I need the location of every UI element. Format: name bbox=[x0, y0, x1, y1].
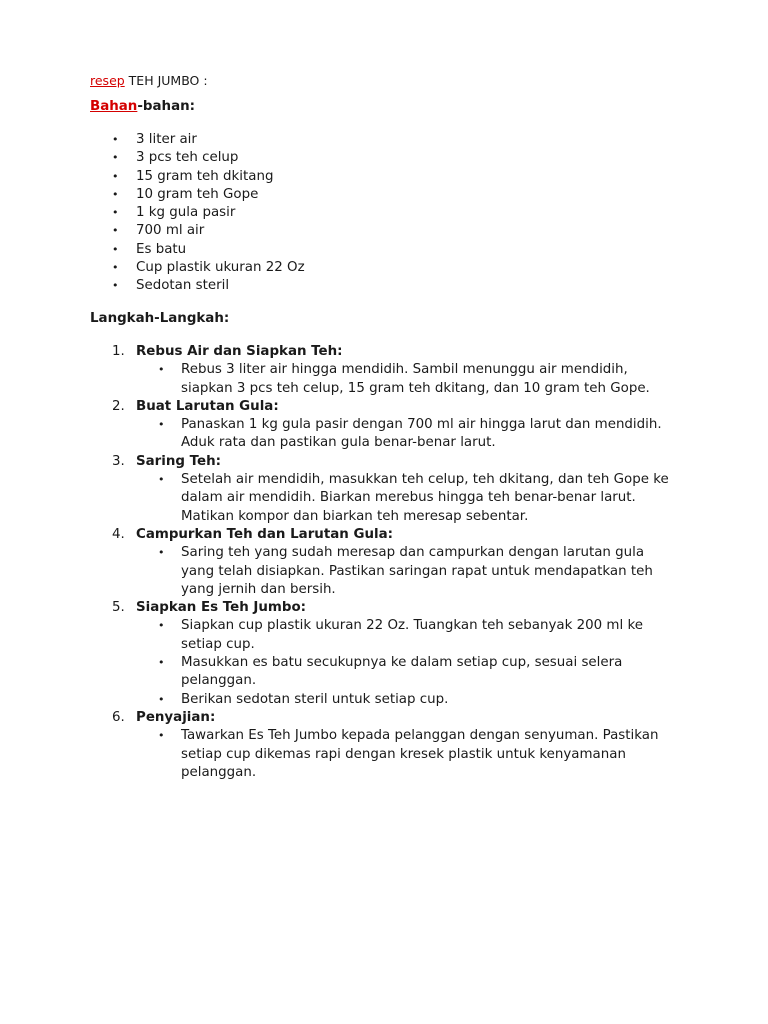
step-number: 4. bbox=[112, 526, 125, 542]
step-title: Buat Larutan Gula: bbox=[136, 398, 279, 414]
steps-heading: Langkah-Langkah: bbox=[90, 311, 230, 326]
recipe-title bbox=[90, 73, 208, 88]
list-item: • 3 pcs teh celup bbox=[90, 149, 305, 167]
step-item bbox=[90, 526, 710, 599]
step-bullet: • Rebus 3 liter air hingga mendidih. Sambil menunggu air mendidih, siapkan 3 pcs teh celup, 15 gram teh dkitang, dan 10 gram teh Gope. bbox=[136, 361, 681, 398]
list-item: • 15 gram teh dkitang bbox=[90, 168, 305, 186]
step-title: Rebus Air dan Siapkan Teh: bbox=[136, 344, 343, 359]
step-number: 6. bbox=[112, 709, 125, 725]
step-title: Campurkan Teh dan Larutan Gula: bbox=[136, 526, 393, 542]
step-number: 5. bbox=[112, 600, 125, 616]
list-item: • Es batu bbox=[90, 241, 305, 259]
step-item bbox=[90, 709, 710, 782]
ingredients-heading-rest: -bahan: bbox=[137, 99, 195, 114]
ingredients-heading bbox=[90, 99, 195, 114]
list-item: • 1 kg gula pasir bbox=[90, 204, 305, 222]
step-bullet: • Panaskan 1 kg gula pasir dengan 700 ml air hingga larut dan mendidih. Aduk rata dan pastikan gula benar-benar larut. bbox=[136, 416, 681, 453]
list-item: • 3 liter air bbox=[90, 131, 305, 149]
step-bullet: • Saring teh yang sudah meresap dan campurkan dengan larutan gula yang telah disiapkan. Pastikan saringan rapat untuk mendapatkan teh yang jernih dan bersih. bbox=[136, 544, 681, 599]
step-title: Saring Teh: bbox=[136, 453, 221, 469]
step-bullet: • Masukkan es batu secukupnya ke dalam setiap cup, sesuai selera pelanggan. bbox=[136, 654, 681, 691]
steps-list bbox=[90, 343, 710, 782]
list-item: • 700 ml air bbox=[90, 222, 305, 240]
step-item bbox=[90, 453, 710, 526]
step-bullet: • Tawarkan Es Teh Jumbo kepada pelanggan dengan senyuman. Pastikan setiap cup dikemas rapi dengan kresek plastik untuk kenyamanan pelanggan. bbox=[136, 727, 681, 782]
title-red-word: resep bbox=[90, 73, 125, 88]
step-item bbox=[90, 398, 710, 453]
step-number: 1. bbox=[112, 344, 125, 359]
ingredients-list bbox=[90, 131, 305, 296]
step-number: 2. bbox=[112, 398, 125, 414]
step-bullet: • Siapkan cup plastik ukuran 22 Oz. Tuangkan teh sebanyak 200 ml ke setiap cup. bbox=[136, 617, 681, 654]
list-item: • Sedotan steril bbox=[90, 277, 305, 295]
step-item bbox=[90, 599, 710, 709]
step-number: 3. bbox=[112, 453, 125, 469]
step-title: Siapkan Es Teh Jumbo: bbox=[136, 600, 307, 616]
title-rest: TEH JUMBO : bbox=[124, 73, 208, 88]
list-item: • 10 gram teh Gope bbox=[90, 186, 305, 204]
ingredients-heading-red-word: Bahan bbox=[90, 99, 138, 114]
list-item: • Cup plastik ukuran 22 Oz bbox=[90, 259, 305, 277]
step-bullet: • Setelah air mendidih, masukkan teh celup, teh dkitang, dan teh Gope ke dalam air mendidih. Biarkan merebus hingga teh benar-benar larut. Matikan kompor dan biarkan teh meresap sebentar. bbox=[136, 471, 681, 526]
step-bullet: • Berikan sedotan steril untuk setiap cup. bbox=[136, 691, 681, 709]
step-item bbox=[90, 343, 710, 398]
step-title: Penyajian: bbox=[136, 709, 216, 725]
